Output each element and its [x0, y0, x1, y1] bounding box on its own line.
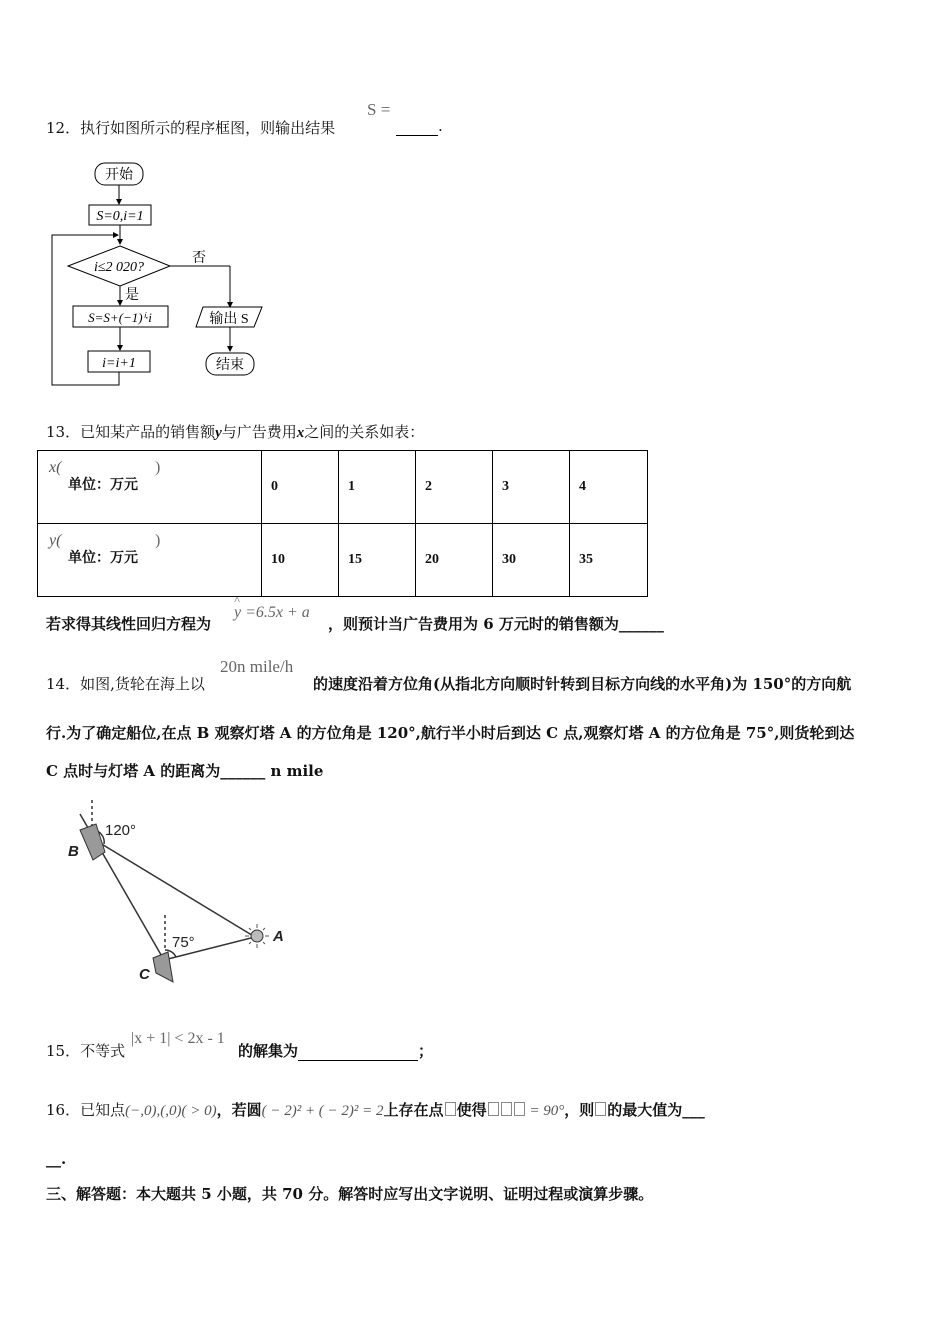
- q12-blank: .: [396, 117, 443, 136]
- q13-equation: ^ y =6.5x + a: [234, 593, 310, 621]
- table-cell: 30: [493, 524, 570, 597]
- flow-end-label: 结束: [216, 358, 244, 373]
- flow-update-label: S=S+(−1)ⁱ·i: [88, 310, 152, 325]
- table-cell: 1: [339, 451, 416, 524]
- q16-line1: 16．已知点(−,0),(,0)( > 0)，若圆( − 2)² + ( − 2)² = 2上存在点 使得 = 90°，则 的最大值为___: [46, 1101, 705, 1119]
- q14-line2: 行.为了确定船位,在点 B 观察灯塔 A 的方位角是 120°,航行半小时后到达 C 点,观察灯塔 A 的方位角是 75°,则货轮到达: [46, 724, 855, 742]
- q13-regression-line-a: 若求得其线性回归方程为: [46, 615, 212, 633]
- flow-init-label: S=0,i=1: [96, 209, 144, 224]
- table-row-x: [38, 451, 648, 524]
- flow-no-label: 否: [192, 251, 206, 266]
- flow-output-label: 输出 S: [209, 312, 249, 327]
- q14-figure: [60, 790, 300, 990]
- table-cell: 35: [570, 524, 648, 597]
- point-c-label: C: [139, 966, 150, 983]
- boat-b: [80, 824, 105, 860]
- angle-b-label: 120°: [105, 822, 137, 839]
- angle-c-label: 75°: [172, 934, 195, 951]
- section-3-title: 三、解答题：本大题共 5 小题，共 70 分。解答时应写出文字说明、证明过程或演算步骤。: [46, 1185, 654, 1203]
- q12-expr: S =: [367, 100, 391, 119]
- table-cell: 2: [416, 451, 493, 524]
- q13-regression-line-b: ，则预计当广告费用为 6 万元时的销售额为______: [328, 615, 664, 633]
- table-cell: 10: [262, 524, 339, 597]
- q13-text: 13．已知某产品的销售额y与广告费用x之间的关系如表：: [46, 423, 425, 441]
- table-cell: 15: [339, 524, 416, 597]
- q15-inequality: |x + 1| < 2x - 1: [131, 1030, 225, 1047]
- q14-text-a: 14．如图,货轮在海上以: [46, 675, 205, 693]
- point-b-label: B: [68, 843, 79, 860]
- point-a-label: A: [273, 928, 284, 945]
- q14-speed: 20n mile/h: [220, 657, 294, 676]
- table-row-y: [38, 524, 648, 597]
- table-header-x: x( 单位：万元 ): [38, 451, 262, 524]
- table-cell: 20: [416, 524, 493, 597]
- flow-start-label: 开始: [105, 168, 133, 183]
- q14-text-b: 的速度沿着方位角(从指北方向顺时针转到目标方向线的水平角)为 150°的方向航: [313, 675, 852, 693]
- q13-table: [37, 450, 648, 597]
- lighthouse-a: [251, 930, 263, 942]
- q14-line3: C 点时与灯塔 A 的距离为______ n mile: [46, 762, 324, 780]
- q15-text-a: 15．不等式: [46, 1042, 126, 1060]
- table-cell: 3: [493, 451, 570, 524]
- q15-text-b: 的解集为 ；: [238, 1042, 434, 1060]
- flow-increment-label: i=i+1: [102, 356, 136, 371]
- table-cell: 4: [570, 451, 648, 524]
- table-header-y: y( 单位：万元 ): [38, 524, 262, 597]
- flow-yes-label: 是: [125, 288, 139, 303]
- q12-text: 12．执行如图所示的程序框图，则输出结果: [46, 119, 336, 137]
- boat-c: [153, 952, 173, 982]
- q16-line2: __.: [46, 1150, 67, 1168]
- table-cell: 0: [262, 451, 339, 524]
- flow-condition-label: i≤2 020?: [93, 260, 145, 275]
- q12-flowchart: [40, 158, 280, 393]
